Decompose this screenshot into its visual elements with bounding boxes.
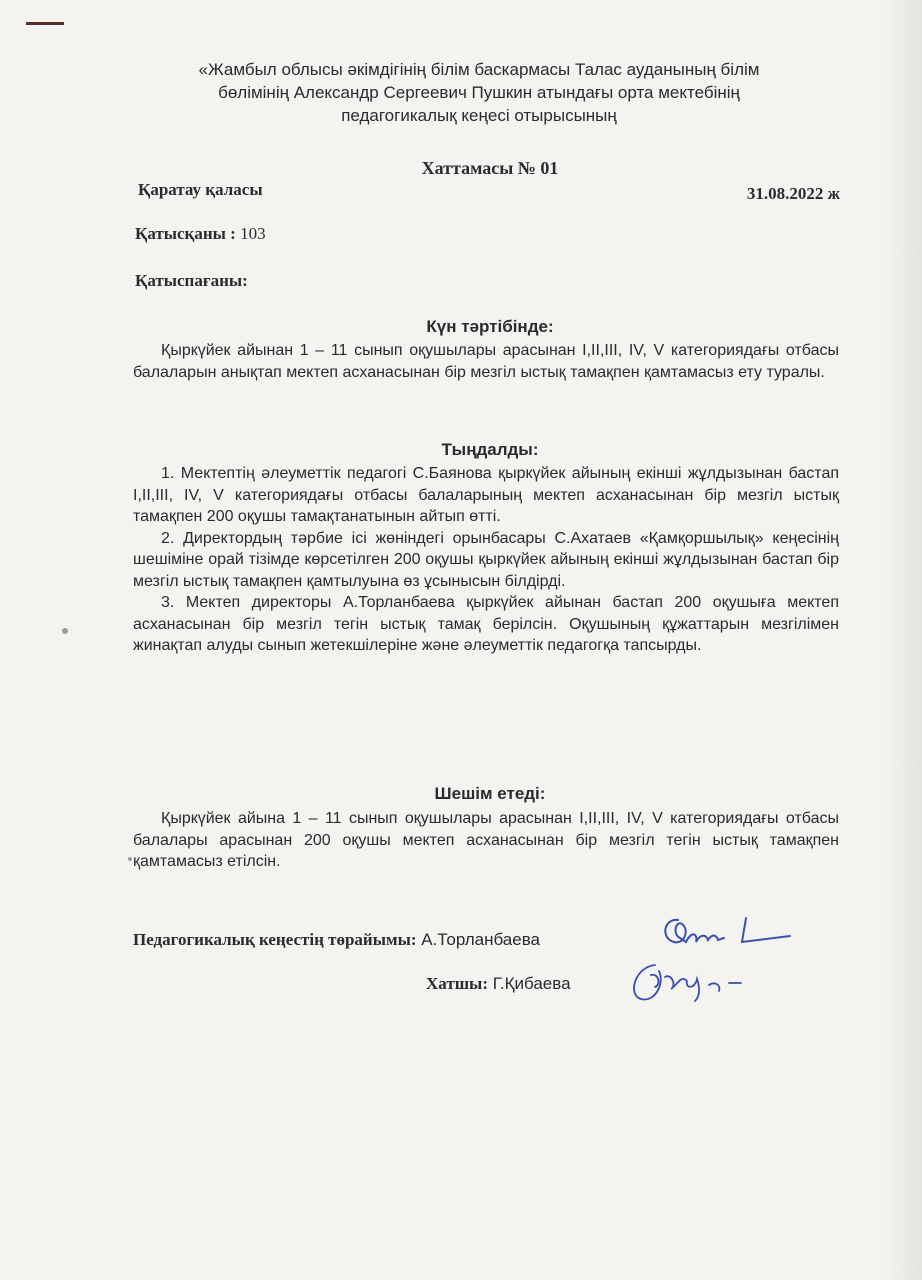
scan-speck — [62, 628, 68, 634]
decision-text-block — [133, 808, 839, 873]
protocol-title: Хаттамасы № 01 — [421, 158, 559, 178]
scan-speck — [128, 857, 132, 861]
chair-label: Педагогикалық кеңестің төрайымы: — [133, 930, 417, 949]
decision-heading: Шешім етеді: — [434, 784, 546, 803]
secretary-label: Хатшы: — [426, 974, 488, 993]
heard-items — [133, 463, 839, 657]
chair-signature-line — [133, 930, 540, 950]
date: 31.08.2022 ж — [746, 184, 840, 203]
place: Қаратау қаласы — [138, 180, 263, 199]
secretary-signature-line — [426, 974, 571, 994]
secretary-signature-image — [625, 955, 755, 1010]
header-line-3: педагогикалық кеңесі отырысының — [341, 106, 617, 125]
heard-item-1: 1. Мектептің әлеуметтік педагогі С.Баянова қыркүйек айының екінші жұлдызынан бастап I,II,III, IV, V категориядағы отбасы балаларының мектеп асханасынан бір мезгіл ыстық тамақпен 200 оқушы тамақтанатынын айтып өтті. — [133, 465, 839, 525]
absent-label: Қатыспағаны: — [135, 271, 248, 290]
present-line — [135, 224, 266, 244]
present-label: Қатысқаны : — [135, 224, 236, 243]
header-line-1: «Жамбыл облысы әкімдігінің білім баскармасы Талас ауданының білім — [198, 60, 760, 79]
present-value: 103 — [240, 224, 266, 243]
scan-edge-shadow — [882, 0, 922, 1280]
agenda-heading: Күн тәртібінде: — [426, 317, 554, 336]
chair-name: А.Торланбаева — [421, 930, 541, 949]
secretary-name: Г.Қибаева — [492, 974, 571, 993]
agenda-text-block — [133, 340, 839, 383]
document-header — [140, 58, 818, 127]
heard-heading: Тыңдалды: — [441, 440, 539, 459]
heard-item-3: 3. Мектеп директоры А.Торланбаева қыркүйек айынан бастап 200 оқушыға мектеп асханасынан бір мезгіл тегін ыстық тамақ берілсін. Оқушының құжаттарын мезгілімен жинақтап алуды сынып жетекшілеріне және әлеуметтік педагогқа тапсырды. — [133, 594, 839, 654]
agenda-text: Қыркүйек айынан 1 – 11 сынып оқушылары арасынан I,II,III, IV, V категориядағы отбасы балаларын анықтап мектеп асханасынан бір мезгіл ыстық тамақпен қамтамасыз ету туралы. — [133, 342, 839, 381]
scan-corner-mark — [26, 22, 64, 25]
header-line-2: бөлімінің Александр Сергеевич Пушкин атындағы орта мектебінің — [218, 83, 740, 102]
heard-item-2: 2. Директордың тәрбие ісі жөніндегі орынбасары С.Ахатаев «Қамқоршылық» кеңесінің шешіміне орай тізімде көрсетілген 200 оқушы қыркүйек айының екінші жұлдызынан бастап бір мезгіл ыстық тамақпен қамтылуына өз ұсынысын білдірді. — [133, 529, 839, 590]
decision-text: Қыркүйек айына 1 – 11 сынып оқушылары арасынан I,II,III, IV, V категориядағы отбасы балалары арасынан 200 оқушы мектеп асханасынан бір мезгіл тегін ыстық тамақпен қамтамасыз етілсін. — [133, 810, 839, 870]
